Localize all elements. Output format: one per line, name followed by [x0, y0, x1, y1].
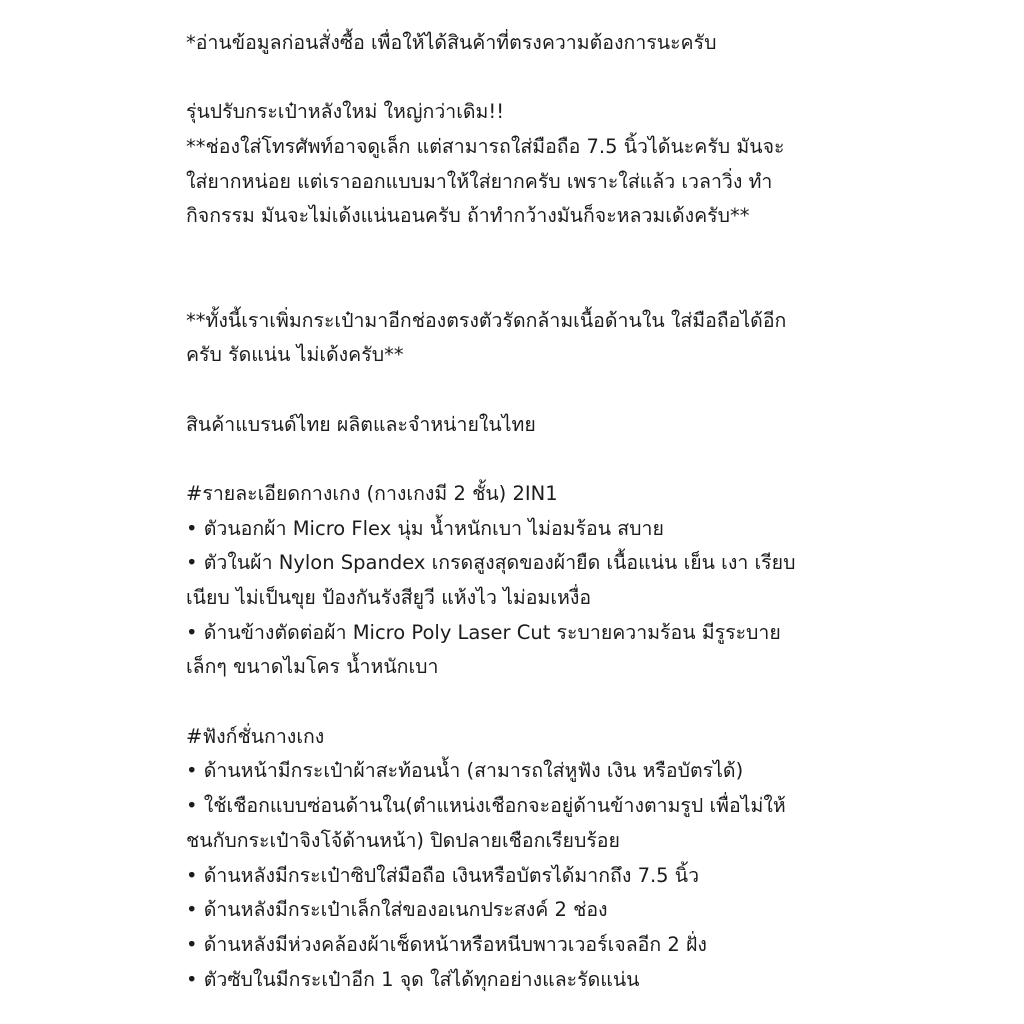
- extra-pocket-note-line-1: **ทั้งนี้เราเพิ่มกระเป๋ามาอีกช่องตรงตัวรัดกล้ามเนื้อด้านใน ใส่มือถือได้อีก: [186, 308, 787, 332]
- functions-heading: #ฟังก์ชั่นกางเกง: [186, 724, 325, 748]
- function-item-small-pockets: • ด้านหลังมีกระเป๋าเล็กใส่ของอเนกประสงค์ 2 ช่อง: [186, 898, 608, 922]
- detail-item-inner-fabric-line-1: • ตัวในผ้า Nylon Spandex เกรดสูงสุดของผ้ายืด เนื้อแน่น เย็น เงา เรียบ: [186, 551, 796, 575]
- function-item-front-pocket: • ด้านหน้ามีกระเป๋าผ้าสะท้อนน้ำ (สามารถใส่หูฟัง เงิน หรือบัตรได้): [186, 759, 744, 783]
- blank-line: [186, 234, 846, 269]
- detail-item-outer-fabric: • ตัวนอกผ้า Micro Flex นุ่ม น้ำหนักเบา ไม่อมร้อน สบาย: [186, 516, 664, 540]
- phone-pocket-note-line-3: กิจกรรม มันจะไม่เด้งแน่นอนครับ ถ้าทำกว้างมันก็จะหลวมเด้งครับ**: [186, 204, 750, 228]
- details-heading: #รายละเอียดกางเกง (กางเกงมี 2 ชั้น) 2IN1: [186, 481, 558, 505]
- function-item-drawstring-line-1: • ใช้เชือกแบบซ่อนด้านใน(ตำแหน่งเชือกจะอยู่ด้านข้างตามรูป เพื่อไม่ให้: [186, 794, 786, 818]
- detail-item-side-panel-line-1: • ด้านข้างตัดต่อผ้า Micro Poly Laser Cut ระบายความร้อน มีรูระบาย: [186, 620, 781, 644]
- notice-line: *อ่านข้อมูลก่อนสั่งซื้อ เพื่อให้ได้สินค้าที่ตรงความต้องการนะครับ: [186, 31, 717, 54]
- new-model-line: รุ่นปรับกระเป๋าหลังใหม่ ใหญ่กว่าเดิม!!: [186, 100, 505, 124]
- function-item-liner-pocket: • ตัวซับในมีกระเป๋าอีก 1 จุด ใส่ได้ทุกอย่างและรัดแน่น: [186, 967, 640, 991]
- function-item-drawstring-line-2: ชนกับกระเป๋าจิงโจ้ด้านหน้า) ปิดปลายเชือกเรียบร้อย: [186, 828, 620, 852]
- phone-pocket-note-line-2: ใส่ยากหน่อย แต่เราออกแบบมาให้ใส่ยากครับ เพราะใส่แล้ว เวลาวิ่ง ทำ: [186, 169, 773, 193]
- function-item-zip-pocket: • ด้านหลังมีกระเป๋าซิปใส่มือถือ เงินหรือบัตรได้มากถึง 7.5 นิ้ว: [186, 863, 700, 887]
- blank-line: [186, 685, 846, 720]
- product-description: [186, 26, 846, 997]
- blank-line: [186, 442, 846, 477]
- blank-line: [186, 373, 846, 408]
- extra-pocket-note-line-2: ครับ รัดแน่น ไม่เด้งครับ**: [186, 343, 404, 367]
- detail-item-side-panel-line-2: เล็กๆ ขนาดไมโคร น้ำหนักเบา: [186, 655, 439, 679]
- blank-line: [186, 61, 846, 96]
- blank-line: [186, 269, 846, 304]
- detail-item-inner-fabric-line-2: เนียบ ไม่เป็นขุย ป้องกันรังสียูวี แห้งไว ไม่อมเหงื่อ: [186, 586, 592, 609]
- thai-brand-line: สินค้าแบรนด์ไทย ผลิตและจำหน่ายในไทย: [186, 412, 536, 436]
- function-item-loops: • ด้านหลังมีห่วงคล้องผ้าเช็ดหน้าหรือหนีบพาวเวอร์เจลอีก 2 ฝั่ง: [186, 932, 707, 956]
- phone-pocket-note-line-1: **ช่องใส่โทรศัพท์อาจดูเล็ก แต่สามารถใส่มือถือ 7.5 นิ้วได้นะครับ มันจะ: [186, 135, 785, 159]
